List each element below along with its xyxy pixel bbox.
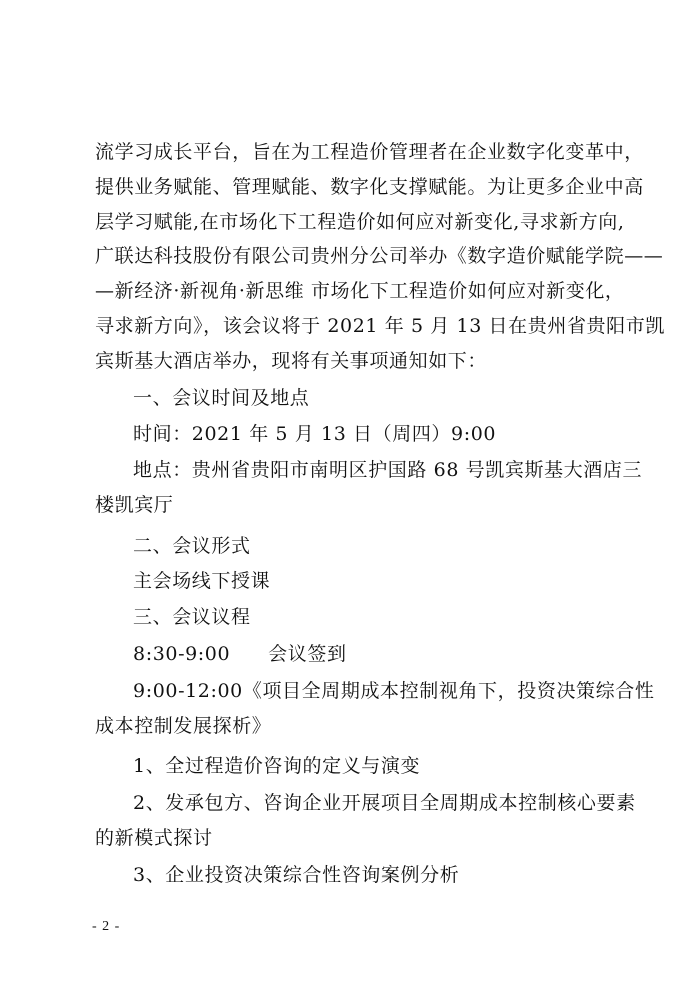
page-number: - 2 - xyxy=(92,919,121,934)
meeting-format: 主会场线下授课 xyxy=(133,570,271,592)
agenda-title: 会议签到 xyxy=(268,643,347,665)
intro-line-1: 流学习成长平台，旨在为工程造价管理者在企业数字化变革中， xyxy=(95,141,644,163)
intro-line-3: 层学习赋能,在市场化下工程造价如何应对新变化,寻求新方向, xyxy=(95,211,625,233)
agenda-item-2-line-1: 9:00-12:00《项目全周期成本控制视角下，投资决策综合性 xyxy=(133,680,655,702)
intro-line-7: 宾斯基大酒店举办，现将有关事项通知如下： xyxy=(95,350,488,372)
sub-item-2-line-2: 的新模式探讨 xyxy=(95,827,213,849)
agenda-time: 8:30-9:00 xyxy=(133,643,231,665)
sub-item-3: 3、企业投资决策综合性咨询案例分析 xyxy=(133,864,460,886)
intro-line-6: 寻求新方向》，该会议将于 2021 年 5 月 13 日在贵州省贵阳市凯 xyxy=(95,315,665,337)
section-heading-2: 二、会议形式 xyxy=(133,535,251,557)
intro-line-4: 广联达科技股份有限公司贵州分公司举办《数字造价赋能学院—— xyxy=(95,245,664,267)
section-heading-1: 一、会议时间及地点 xyxy=(133,387,310,409)
meeting-place-line-2: 楼凯宾厅 xyxy=(95,494,174,516)
intro-line-5: —新经济·新视角·新思维 市场化下工程造价如何应对新变化， xyxy=(95,280,625,302)
meeting-place-line-1: 地点：贵州省贵阳市南明区护国路 68 号凯宾斯基大酒店三 xyxy=(133,459,643,481)
section-heading-3: 三、会议议程 xyxy=(133,606,251,628)
meeting-time: 时间：2021 年 5 月 13 日（周四）9:00 xyxy=(133,423,497,445)
intro-line-2: 提供业务赋能、管理赋能、数字化支撑赋能。为让更多企业中高 xyxy=(95,176,644,198)
agenda-item-1 xyxy=(133,639,615,669)
sub-item-2-line-1: 2、发承包方、咨询企业开展项目全周期成本控制核心要素 xyxy=(133,792,636,814)
agenda-item-2-line-2: 成本控制发展探析》 xyxy=(95,715,272,737)
sub-item-1: 1、全过程造价咨询的定义与演变 xyxy=(133,755,421,777)
